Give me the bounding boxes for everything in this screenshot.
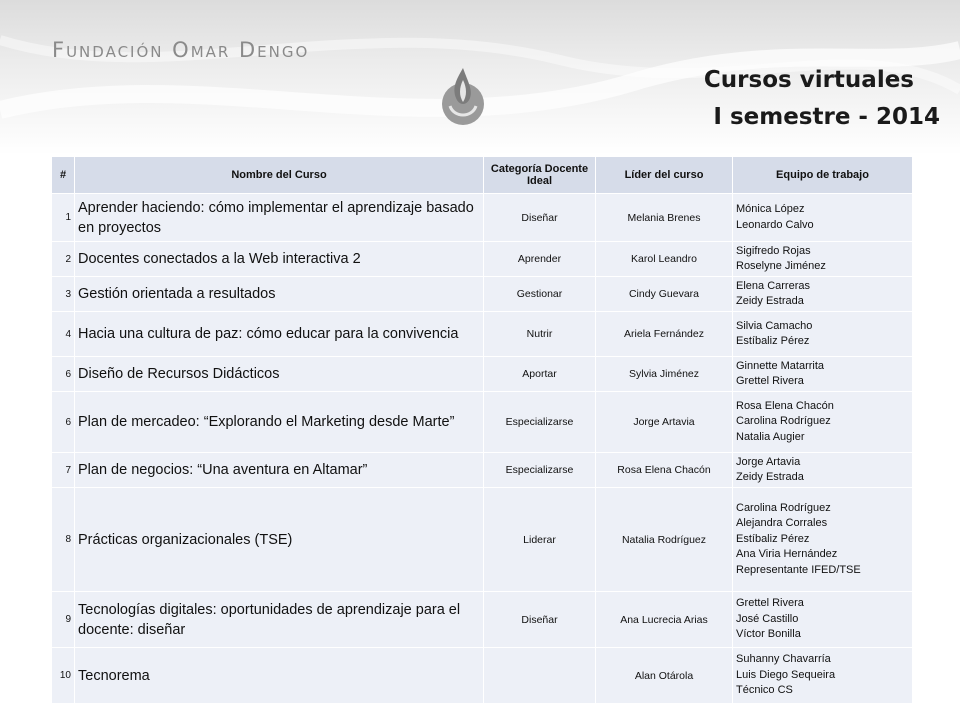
course-name: Hacia una cultura de paz: cómo educar para la convivencia [75, 312, 484, 357]
column-header-course-name: Nombre del Curso [75, 157, 484, 194]
course-name: Prácticas organizacionales (TSE) [75, 488, 484, 592]
team-member: Zeidy Estrada [736, 295, 804, 307]
course-category: Especializarse [484, 392, 596, 453]
course-team [733, 242, 913, 277]
course-leader: Alan Otárola [596, 648, 733, 704]
row-number: 6 [52, 392, 75, 453]
course-category: Diseñar [484, 592, 596, 648]
course-leader: Melania Brenes [596, 194, 733, 242]
course-leader: Natalia Rodríguez [596, 488, 733, 592]
organization-logo-text: Fundación Omar Dengo [52, 38, 310, 62]
row-number: 7 [52, 453, 75, 488]
team-member: Carolina Rodríguez [736, 501, 831, 514]
course-name: Plan de negocios: “Una aventura en Altamar” [75, 453, 484, 488]
table-row [52, 194, 913, 242]
table-row [52, 277, 913, 312]
row-number: 3 [52, 277, 75, 312]
column-header-category: Categoría Docente Ideal [484, 157, 596, 194]
course-name: Aprender haciendo: cómo implementar el aprendizaje basado en proyectos [75, 194, 484, 242]
table-row [52, 453, 913, 488]
course-leader: Ana Lucrecia Arias [596, 592, 733, 648]
course-team [733, 312, 913, 357]
course-name: Docentes conectados a la Web interactiva 2 [75, 242, 484, 277]
team-member: José Castillo [736, 612, 799, 625]
course-team [733, 592, 913, 648]
team-member: Estíbaliz Pérez [736, 532, 810, 545]
team-member: Zeidy Estrada [736, 471, 804, 483]
flame-logo-icon [440, 62, 486, 126]
course-team [733, 194, 913, 242]
course-name: Tecnorema [75, 648, 484, 704]
column-header-number: # [52, 157, 75, 194]
table-row [52, 392, 913, 453]
table-row [52, 592, 913, 648]
team-member: Carolina Rodríguez [736, 415, 831, 428]
row-number: 8 [52, 488, 75, 592]
table-row [52, 357, 913, 392]
team-member: Silvia Camacho [736, 319, 813, 332]
team-member: Ana Viria Hernández [736, 548, 838, 561]
page-title-block [640, 66, 940, 132]
team-member: Elena Carreras [736, 279, 810, 292]
team-member: Grettel Rivera [736, 597, 804, 610]
team-member: Rosa Elena Chacón [736, 399, 834, 412]
row-number: 9 [52, 592, 75, 648]
course-category: Diseñar [484, 194, 596, 242]
course-team [733, 648, 913, 704]
team-member: Estíbaliz Pérez [736, 335, 810, 347]
course-team [733, 488, 913, 592]
course-leader: Sylvia Jiménez [596, 357, 733, 392]
page-subtitle: I semestre - 2014 [713, 104, 940, 130]
course-category [484, 648, 596, 704]
table-row [52, 488, 913, 592]
course-category: Aportar [484, 357, 596, 392]
team-member: Luis Diego Sequeira [736, 668, 836, 681]
course-category: Nutrir [484, 312, 596, 357]
team-member: Ginnette Matarrita [736, 359, 825, 372]
column-header-leader: Líder del curso [596, 157, 733, 194]
team-member: Mónica López [736, 203, 805, 215]
course-team [733, 453, 913, 488]
team-member: Jorge Artavia [736, 455, 801, 468]
course-leader: Cindy Guevara [596, 277, 733, 312]
row-number: 10 [52, 648, 75, 704]
team-member: Alejandra Corrales [736, 517, 828, 530]
courses-table [51, 156, 913, 704]
team-member: Representante IFED/TSE [736, 563, 861, 576]
team-member: Roselyne Jiménez [736, 260, 826, 272]
team-member: Natalia Augier [736, 430, 805, 443]
team-member: Sigifredo Rojas [736, 244, 811, 257]
course-name: Tecnologías digitales: oportunidades de aprendizaje para el docente: diseñar [75, 592, 484, 648]
course-category: Gestionar [484, 277, 596, 312]
column-header-team: Equipo de trabajo [733, 157, 913, 194]
course-leader: Rosa Elena Chacón [596, 453, 733, 488]
course-team [733, 357, 913, 392]
course-category: Especializarse [484, 453, 596, 488]
course-leader: Jorge Artavia [596, 392, 733, 453]
row-number: 4 [52, 312, 75, 357]
team-member: Leonardo Calvo [736, 218, 814, 231]
course-name: Plan de mercadeo: “Explorando el Marketing desde Marte” [75, 392, 484, 453]
table-row [52, 648, 913, 704]
team-member: Suhanny Chavarría [736, 653, 831, 666]
table-row [52, 242, 913, 277]
table-header-row [52, 157, 913, 194]
course-name: Diseño de Recursos Didácticos [75, 357, 484, 392]
row-number: 2 [52, 242, 75, 277]
team-member: Víctor Bonilla [736, 628, 801, 641]
course-team [733, 392, 913, 453]
course-leader: Ariela Fernández [596, 312, 733, 357]
course-leader: Karol Leandro [596, 242, 733, 277]
row-number: 1 [52, 194, 75, 242]
course-category: Liderar [484, 488, 596, 592]
table-row [52, 312, 913, 357]
page-title: Cursos virtuales [703, 67, 914, 93]
row-number: 6 [52, 357, 75, 392]
course-name: Gestión orientada a resultados [75, 277, 484, 312]
team-member: Técnico CS [736, 684, 793, 697]
course-team [733, 277, 913, 312]
course-category: Aprender [484, 242, 596, 277]
team-member: Grettel Rivera [736, 375, 804, 387]
